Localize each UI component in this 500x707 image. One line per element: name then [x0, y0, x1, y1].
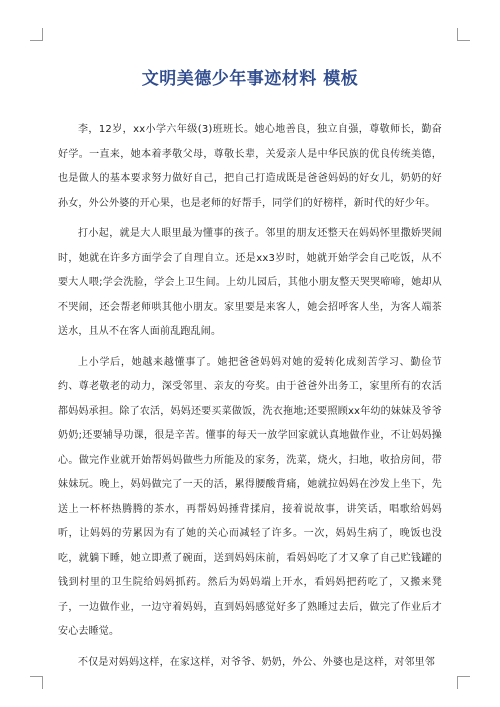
paragraph-4: 不仅是对妈妈这样，在家这样，对爷爷、奶奶，外公、外婆也是这样，对邻里邻	[78, 656, 435, 668]
document-body	[58, 118, 442, 681]
paragraph-1: 李，12岁，xx小学六年级(3)班班长。她心地善良，独立自强，尊敬师长，勤奋好学。一直来，她本着孝敬父母，尊敬长辈，关爱亲人是中华民族的优良传统美德，也是做人的基本要求努力做好自己，把自己打造成既是爸爸妈妈的好女儿，奶奶的好孙女，外公外婆的开心果，也是老师的好帮手，同学们的好榜样，新时代的好少年。	[58, 124, 442, 209]
crop-mark-bottom-left	[30, 676, 43, 689]
crop-mark-top-right	[457, 28, 470, 41]
crop-mark-top-left	[30, 28, 43, 41]
paragraph-2: 打小起，就是大人眼里最为懂事的孩子。邻里的朋友还整天在妈妈怀里撒娇哭闹时，她就在许多方面学会了自理自立。还是xx3岁时，她就开始学会自己吃饭，从不要大人喂;学会洗脸，学会上卫生间。上幼儿园后，其他小朋友整天哭哭啼啼，她却从不哭闹，还会帮老师哄其他小朋友。家里要是来客人，她会招呼客人坐，为客人端茶送水，且从不在客人面前乱跑乱闹。	[58, 228, 442, 337]
paragraph-3: 上小学后，她越来越懂事了。她把爸爸妈妈对她的爱转化成刻苦学习、勤俭节约、尊老敬老的动力，深受邻里、亲友的夸奖。由于爸爸外出务工，家里所有的农活都妈妈承担。除了农活，妈妈还要买菜做饭，洗衣拖地;还要照顾xx年幼的妹妹及爷爷奶奶;还要辅导功课，很是辛苦。懂事的每天一放学回家就认真地做作业，不让妈妈操心。做完作业就开始帮妈妈做些力所能及的家务，洗菜，烧火，扫地，收拾房间，带妹妹玩。晚上，妈妈做完了一天的活，累得腰酸背痛，她就拉妈妈在沙发上坐下，先送上一杯杯热腾腾的茶水，再帮妈妈捶背揉肩，接着说故事，讲笑话，唱歌给妈妈听，让妈妈的劳累因为有了她的关心而减轻了许多。一次，妈妈生病了，晚饭也没吃，就躺下睡，她立即煮了碗面，送到妈妈床前，看妈妈吃了才又拿了自己贮钱罐的钱到村里的卫生院给妈妈抓药。然后为妈妈端上开水，看妈妈把药吃了，又搬来凳子，一边做作业，一边守着妈妈，直到妈妈感觉好多了熟睡过去后，做完了作业后才安心去睡觉。	[58, 356, 442, 637]
crop-mark-bottom-right	[457, 676, 470, 689]
document-title: 文明美德少年事迹材料 模板	[141, 69, 359, 89]
